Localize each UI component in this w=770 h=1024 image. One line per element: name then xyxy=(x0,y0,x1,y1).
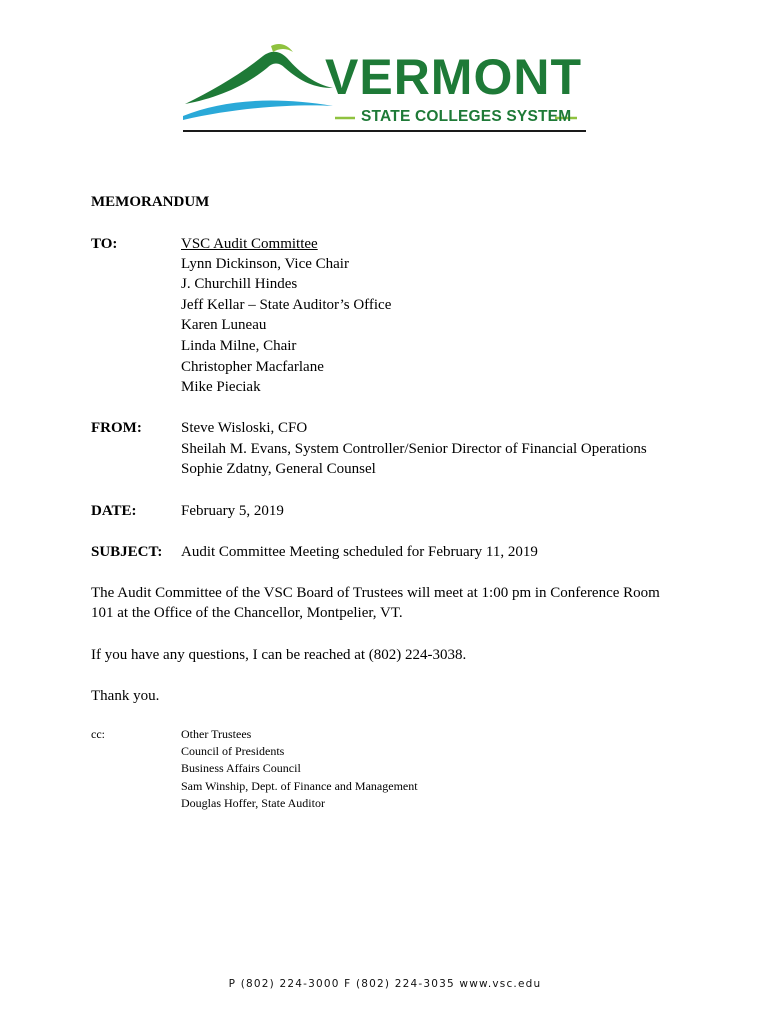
cc-line: Douglas Hoffer, State Auditor xyxy=(181,796,325,810)
date-value: February 5, 2019 xyxy=(181,503,284,519)
from-label: FROM: xyxy=(91,420,142,436)
footer-contact: P (802) 224-3000 F (802) 224-3035 www.vsc.edu xyxy=(228,978,542,990)
vsc-logo xyxy=(183,42,593,138)
to-label: TO: xyxy=(91,236,118,252)
questions-line: If you have any questions, I can be reached at (802) 224-3038. xyxy=(91,647,467,663)
header-rule xyxy=(183,130,586,132)
cc-line: Council of Presidents xyxy=(181,744,285,758)
cc-label: cc: xyxy=(91,727,105,741)
to-line: Jeff Kellar – State Auditor’s Office xyxy=(181,297,392,313)
subject-value: Audit Committee Meeting scheduled for February 11, 2019 xyxy=(181,544,538,560)
body-line: 101 at the Office of the Chancellor, Montpelier, VT. xyxy=(91,605,403,621)
from-line: Steve Wisloski, CFO xyxy=(181,420,308,436)
cc-line: Business Affairs Council xyxy=(181,761,301,775)
from-line: Sheilah M. Evans, System Controller/Senior Director of Financial Operations xyxy=(181,441,647,457)
to-line: Christopher Macfarlane xyxy=(181,359,324,375)
logo-subtitle: STATE COLLEGES SYSTEM xyxy=(361,108,572,125)
date-label: DATE: xyxy=(91,503,137,519)
cc-line: Other Trustees xyxy=(181,727,252,741)
from-line: Sophie Zdatny, General Counsel xyxy=(181,461,376,477)
thanks-line: Thank you. xyxy=(91,688,160,704)
to-line: Lynn Dickinson, Vice Chair xyxy=(181,256,349,272)
body-line: The Audit Committee of the VSC Board of Trustees will meet at 1:00 pm in Conference Room xyxy=(91,585,660,601)
subject-label: SUBJECT: xyxy=(91,544,163,560)
to-line: Mike Pieciak xyxy=(181,379,261,395)
logo-wordmark: VERMONT xyxy=(325,49,582,105)
to-line: J. Churchill Hindes xyxy=(181,276,298,292)
to-line: Karen Luneau xyxy=(181,317,267,333)
to-line: Linda Milne, Chair xyxy=(181,338,297,354)
to-line: VSC Audit Committee xyxy=(181,236,318,252)
memo-heading: MEMORANDUM xyxy=(91,194,210,210)
cc-line: Sam Winship, Dept. of Finance and Management xyxy=(181,779,418,793)
